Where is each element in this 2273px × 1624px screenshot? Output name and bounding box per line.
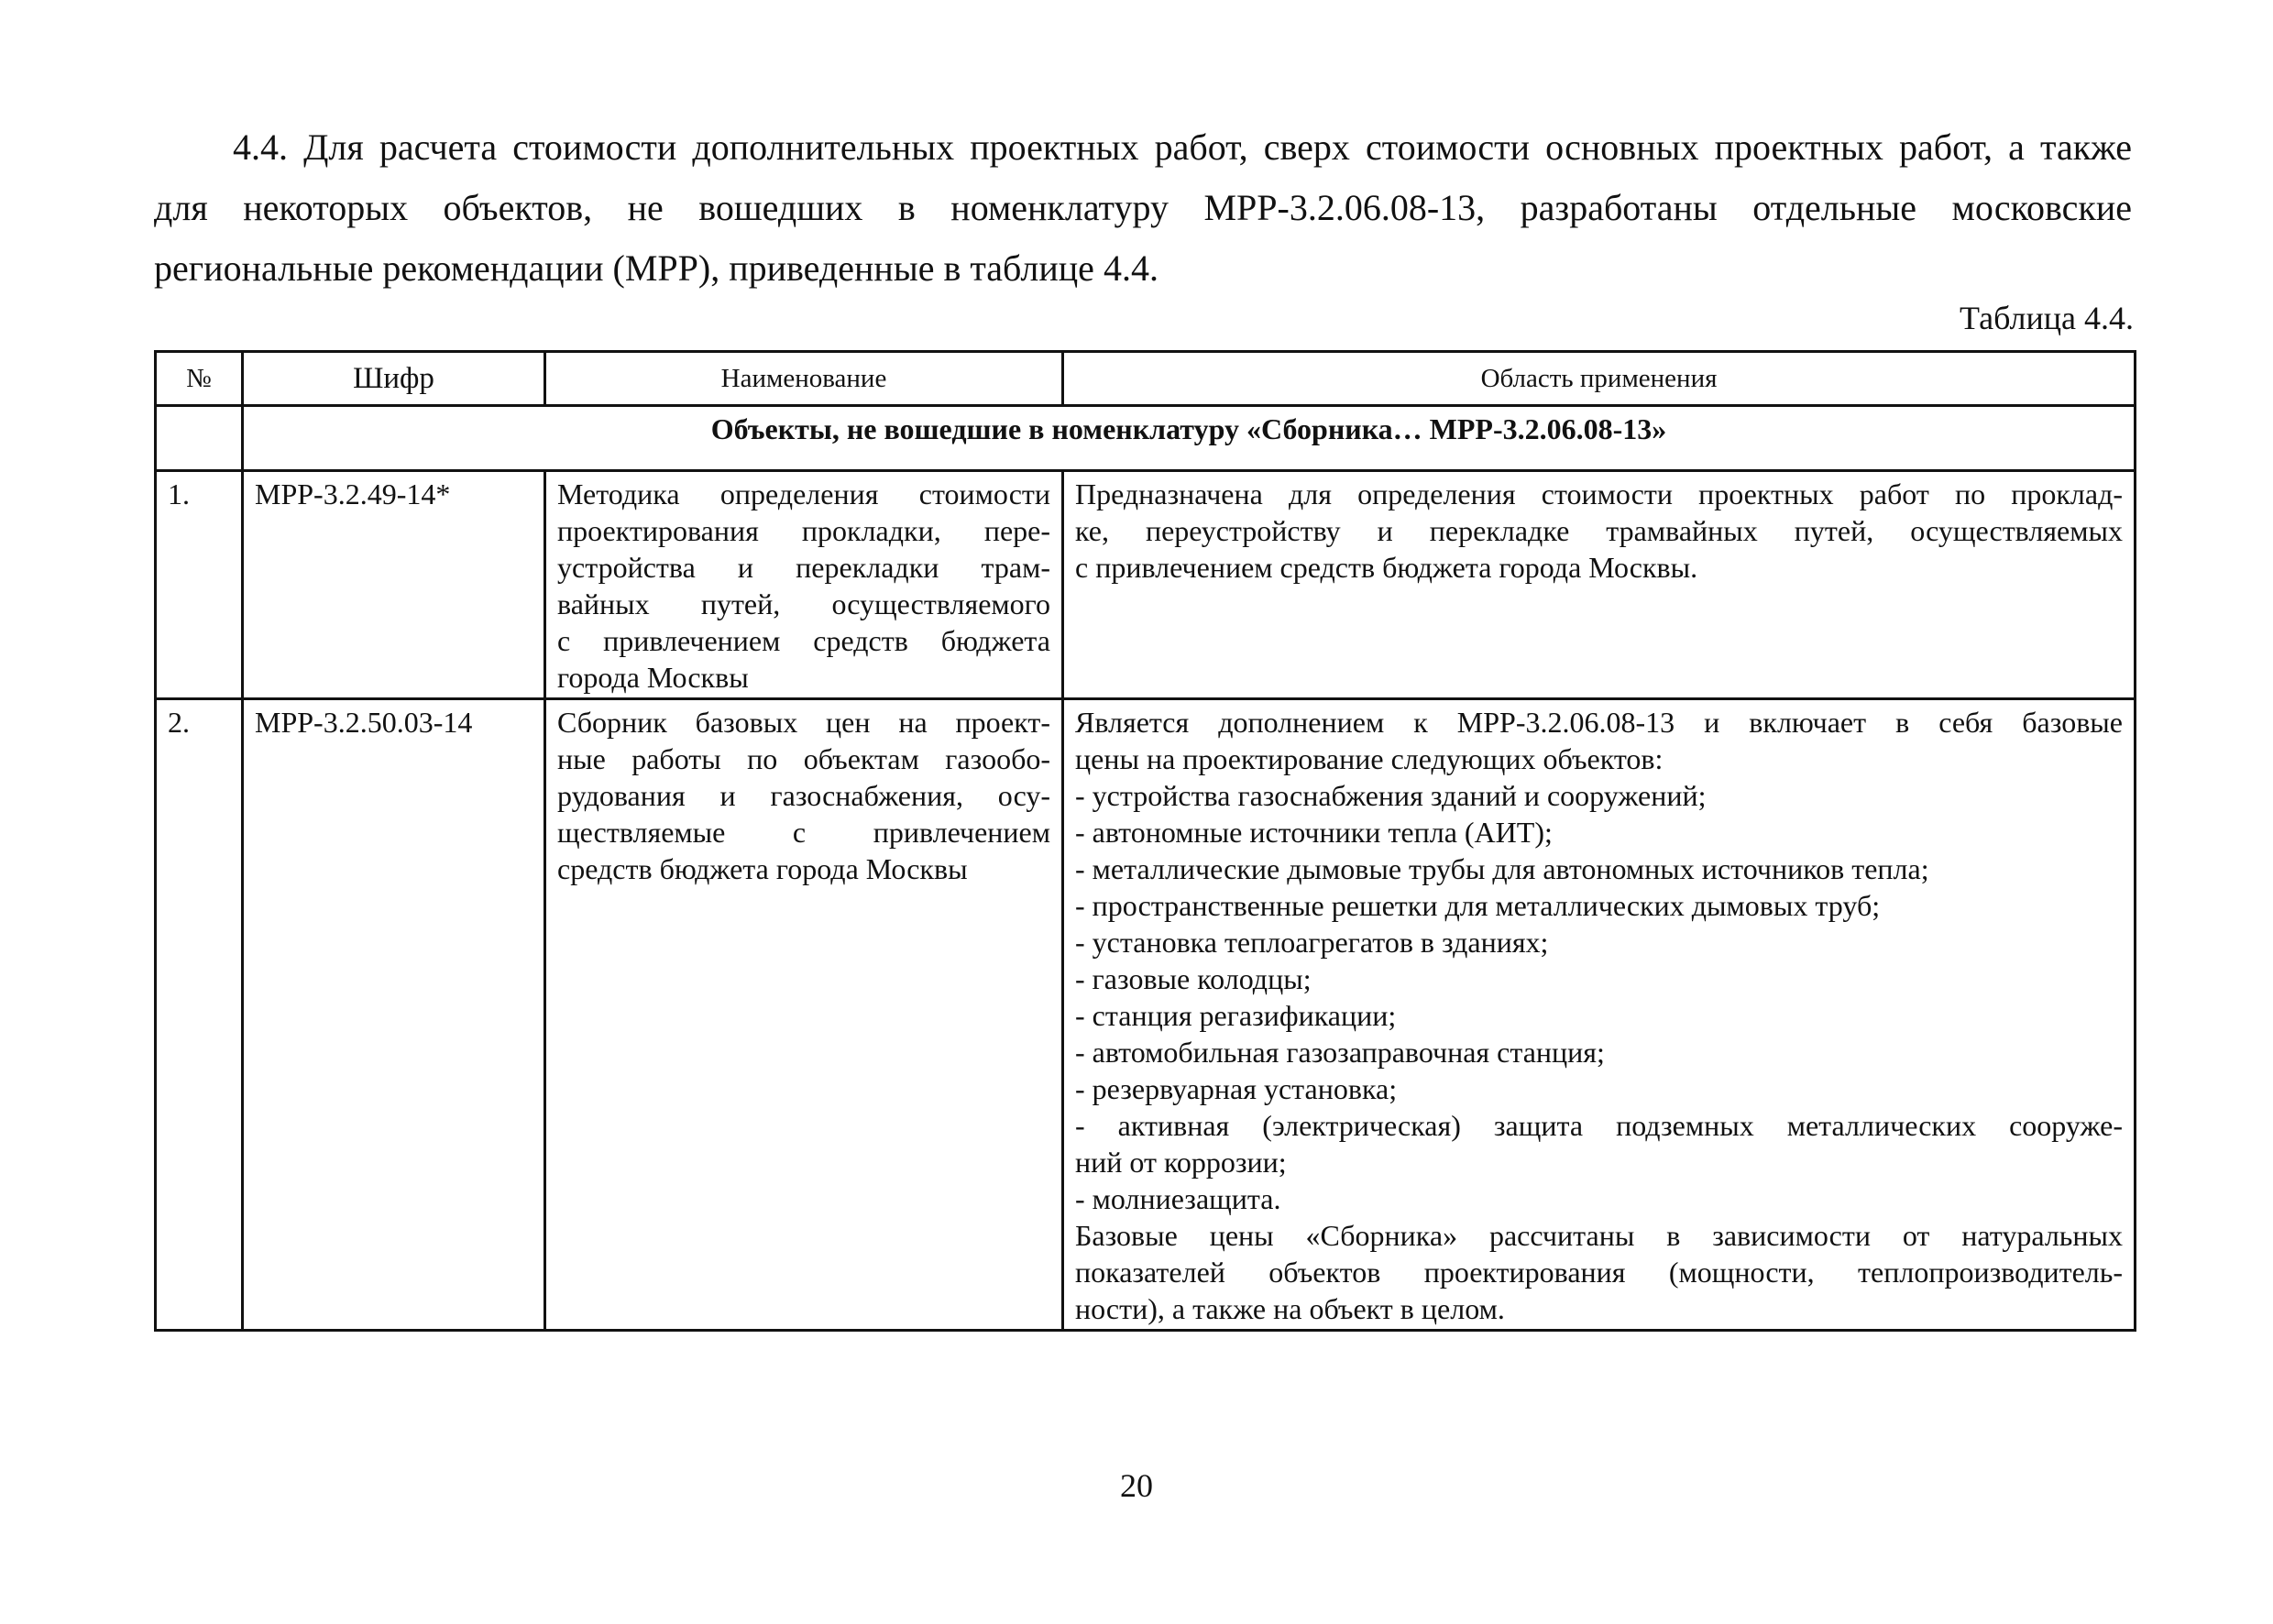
name-line: города Москвы bbox=[557, 661, 749, 694]
name-line: рудования и газоснабжения, осу- bbox=[557, 779, 1050, 812]
section-empty-cell bbox=[156, 406, 243, 471]
row-scope bbox=[1063, 699, 2136, 1331]
table-row bbox=[156, 699, 2136, 1331]
name-line: вайных путей, осуществляемого bbox=[557, 587, 1050, 620]
intro-line: 4.4. Для расчета стоимости дополнительных проектных работ, сверх стоимости основных проектных работ, а также bbox=[233, 126, 2132, 168]
table-row bbox=[156, 471, 2136, 699]
section-title: Объекты, не вошедшие в номенклатуру «Сборника… МРР-3.2.06.08-13» bbox=[243, 406, 2136, 471]
scope-line: ний от коррозии; bbox=[1075, 1146, 1287, 1179]
scope-line: с привлечением средств бюджета города Москвы. bbox=[1075, 551, 1698, 584]
row-number: 1. bbox=[156, 471, 243, 699]
name-line: Методика определения стоимости bbox=[557, 477, 1050, 510]
header-scope: Область применения bbox=[1063, 352, 2136, 406]
scope-line: показателей объектов проектирования (мощности, теплопроизводитель- bbox=[1075, 1256, 2123, 1289]
intro-line: для некоторых объектов, не вошедших в номенклатуру МРР-3.2.06.08-13, разработаны отдельные московские bbox=[154, 187, 2132, 228]
scope-line: Предназначена для определения стоимости проектных работ по проклад- bbox=[1075, 477, 2123, 510]
header-code: Шифр bbox=[243, 352, 545, 406]
scope-line: - автомобильная газозаправочная станция; bbox=[1075, 1036, 1605, 1069]
row-number: 2. bbox=[156, 699, 243, 1331]
row-code: МРР-3.2.50.03-14 bbox=[243, 699, 545, 1331]
documents-table bbox=[154, 350, 2136, 1332]
row-name bbox=[545, 699, 1063, 1331]
scope-line: - металлические дымовые трубы для автономных источников тепла; bbox=[1075, 852, 1929, 885]
name-line: средств бюджета города Москвы bbox=[557, 852, 968, 885]
header-number: № bbox=[156, 352, 243, 406]
scope-line: - резервуарная установка; bbox=[1075, 1072, 1398, 1105]
name-line: ществляемые с привлечением bbox=[557, 816, 1050, 849]
scope-line: - молниезащита. bbox=[1075, 1182, 1281, 1215]
scope-line: ности), а также на объект в целом. bbox=[1075, 1292, 1505, 1325]
scope-line: - устройства газоснабжения зданий и сооружений; bbox=[1075, 779, 1707, 812]
table-header-row bbox=[156, 352, 2136, 406]
scope-line: - активная (электрическая) защита подземных металлических сооруже- bbox=[1075, 1109, 2123, 1142]
section-row bbox=[156, 406, 2136, 471]
page-number: 20 bbox=[1120, 1467, 1153, 1504]
name-line: проектирования прокладки, пере- bbox=[557, 514, 1050, 547]
scope-line: - газовые колодцы; bbox=[1075, 962, 1312, 995]
name-line: устройства и перекладки трам- bbox=[557, 551, 1050, 584]
name-line: Сборник базовых цен на проект- bbox=[557, 706, 1050, 739]
scope-line: ке, переустройству и перекладке трамвайных путей, осуществляемых bbox=[1075, 514, 2123, 547]
table-caption: Таблица 4.4. bbox=[1960, 300, 2134, 336]
row-scope bbox=[1063, 471, 2136, 699]
scope-line: цены на проектирование следующих объектов: bbox=[1075, 742, 1664, 775]
scope-line: Базовые цены «Сборника» рассчитаны в зависимости от натуральных bbox=[1075, 1219, 2123, 1252]
row-code: МРР-3.2.49-14* bbox=[243, 471, 545, 699]
scope-line: - пространственные решетки для металлических дымовых труб; bbox=[1075, 889, 1881, 922]
scope-line: - автономные источники тепла (АИТ); bbox=[1075, 816, 1553, 849]
name-line: с привлечением средств бюджета bbox=[557, 624, 1050, 657]
name-line: ные работы по объектам газообо- bbox=[557, 742, 1050, 775]
scope-line: - станция регазификации; bbox=[1075, 999, 1397, 1032]
intro-paragraph bbox=[154, 117, 2132, 299]
row-name bbox=[545, 471, 1063, 699]
scope-line: - установка теплоагрегатов в зданиях; bbox=[1075, 926, 1549, 959]
intro-line: региональные рекомендации (МРР), приведенные в таблице 4.4. bbox=[154, 247, 1158, 289]
header-name: Наименование bbox=[545, 352, 1063, 406]
scope-line: Является дополнением к МРР-3.2.06.08-13 и включает в себя базовые bbox=[1075, 706, 2123, 739]
